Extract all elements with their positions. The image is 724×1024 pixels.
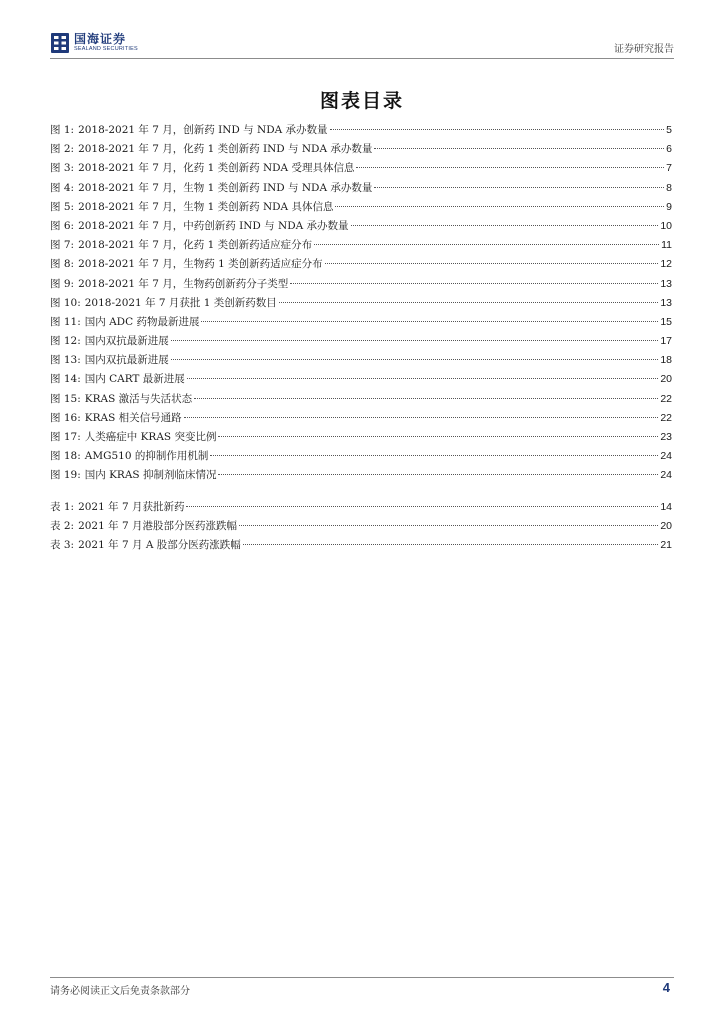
entry-page: 13 (660, 296, 672, 309)
dot-leader (187, 378, 659, 379)
entry-label: 图 2: (50, 143, 75, 156)
footer-divider (50, 977, 674, 978)
table-list (50, 498, 672, 556)
entry-title: KRAS 相关信号通路 (84, 411, 182, 424)
dot-leader (171, 340, 659, 341)
entry-label: 图 10: (50, 296, 81, 309)
entry-label: 图 4: (50, 181, 75, 194)
figure-toc-entry[interactable] (50, 313, 672, 332)
dot-leader (325, 263, 659, 264)
figure-toc-entry[interactable] (50, 370, 672, 389)
entry-page: 18 (660, 354, 672, 367)
disclaimer-text: 请务必阅读正文后免责条款部分 (50, 986, 190, 997)
entry-title: 2021 年 7 月港股部分医药涨跌幅 (78, 520, 237, 533)
entry-title: 2018-2021 年 7 月，生物 1 类创新药 NDA 具体信息 (78, 200, 334, 213)
entry-label: 图 15: (50, 392, 81, 405)
entry-label: 图 8: (50, 258, 75, 271)
entry-label: 图 18: (50, 450, 81, 463)
figure-toc-entry[interactable] (50, 428, 672, 447)
entry-label: 图 17: (50, 431, 81, 443)
logo-chinese-name: 国海证券 (74, 32, 127, 47)
entry-title: 国内 ADC 药物最新进展 (84, 315, 200, 328)
figure-toc-entry[interactable] (50, 198, 672, 217)
figure-list (50, 121, 672, 486)
entry-page: 23 (660, 431, 672, 443)
entry-page: 20 (660, 520, 672, 533)
figure-toc-entry[interactable] (50, 255, 672, 274)
entry-title: 2018-2021 年 7 月，中药创新药 IND 与 NDA 承办数量 (78, 219, 349, 232)
page-header (50, 30, 674, 58)
entry-label: 图 14: (50, 373, 81, 386)
page-title: 图表目录 (319, 90, 404, 112)
entry-page: 12 (660, 258, 672, 271)
dot-leader (194, 398, 658, 399)
entry-page: 24 (660, 450, 672, 463)
entry-label: 表 2: (50, 520, 75, 533)
entry-title: 国内 CART 最新进展 (84, 373, 185, 386)
sealand-logo-icon (50, 32, 70, 54)
entry-title: 国内 KRAS 抑制剂临床情况 (84, 469, 217, 482)
entry-label: 图 16: (50, 411, 81, 424)
dot-leader (186, 506, 658, 507)
entry-page: 24 (660, 469, 672, 482)
figure-toc-entry[interactable] (50, 179, 672, 198)
figure-toc-entry[interactable] (50, 275, 672, 294)
entry-title: 人类癌症中 KRAS 突变比例 (84, 431, 217, 443)
entry-label: 图 5: (50, 200, 75, 213)
figure-toc-entry[interactable] (50, 121, 672, 140)
dot-leader (290, 283, 658, 284)
dot-leader (314, 244, 659, 245)
entry-page: 14 (660, 501, 672, 513)
entry-title: 2018-2021 年 7 月，生物 1 类创新药 IND 与 NDA 承办数量 (78, 181, 373, 194)
entry-label: 图 1: (50, 124, 75, 136)
dot-leader (351, 225, 659, 226)
entry-label: 表 1: (50, 501, 75, 513)
dot-leader (330, 129, 665, 130)
entry-page: 22 (660, 392, 672, 405)
table-toc-entry[interactable] (50, 498, 672, 517)
entry-page: 6 (666, 143, 672, 156)
company-logo (50, 32, 138, 54)
table-toc-entry[interactable] (50, 536, 672, 555)
entry-page: 21 (660, 539, 672, 552)
entry-title: AMG510 的抑制作用机制 (84, 450, 209, 463)
entry-label: 图 3: (50, 162, 75, 175)
entry-title: 2018-2021 年 7 月，生物药创新药分子类型 (78, 277, 289, 290)
report-type-label: 证券研究报告 (614, 44, 674, 55)
header-divider (50, 58, 674, 59)
entry-label: 图 19: (50, 469, 81, 482)
entry-title: 2018-2021 年 7 月获批 1 类创新药数目 (84, 296, 277, 309)
figure-toc-entry[interactable] (50, 159, 672, 178)
entry-title: 国内双抗最新进展 (84, 354, 169, 367)
entry-title: 2018-2021 年 7 月，生物药 1 类创新药适应症分布 (78, 258, 323, 271)
entry-title: 国内双抗最新进展 (84, 335, 169, 348)
table-toc-entry[interactable] (50, 517, 672, 536)
figure-toc-entry[interactable] (50, 447, 672, 466)
entry-page: 15 (660, 315, 672, 328)
dot-leader (335, 206, 664, 207)
entry-label: 图 6: (50, 219, 75, 232)
entry-page: 17 (660, 335, 672, 348)
figure-toc-entry[interactable] (50, 140, 672, 159)
entry-label: 图 9: (50, 277, 75, 290)
page-number: 4 (662, 980, 670, 995)
dot-leader (239, 525, 658, 526)
entry-title: KRAS 激活与失活状态 (84, 392, 193, 405)
dot-leader (218, 474, 658, 475)
figure-toc-entry[interactable] (50, 217, 672, 236)
dot-leader (356, 167, 664, 168)
entry-page: 7 (666, 162, 672, 175)
dot-leader (210, 455, 658, 456)
entry-page: 10 (660, 219, 672, 232)
entry-label: 图 11: (50, 315, 81, 328)
figure-toc-entry[interactable] (50, 466, 672, 485)
figure-toc-entry[interactable] (50, 236, 672, 255)
entry-page: 20 (660, 373, 672, 386)
dot-leader (243, 544, 659, 545)
entry-title: 2018-2021 年 7 月，化药 1 类创新药 NDA 受理具体信息 (78, 162, 355, 175)
logo-english-name: SEALAND SECURITIES (74, 46, 138, 53)
entry-label: 图 13: (50, 354, 81, 367)
figure-toc-entry[interactable] (50, 409, 672, 428)
dot-leader (184, 417, 659, 418)
entry-page: 9 (666, 200, 672, 213)
dot-leader (374, 148, 664, 149)
entry-page: 5 (666, 124, 672, 136)
entry-title: 2018-2021 年 7 月，化药 1 类创新药 IND 与 NDA 承办数量 (78, 143, 373, 156)
figure-toc-entry[interactable] (50, 390, 672, 409)
entry-title: 2021 年 7 月 A 股部分医药涨跌幅 (78, 539, 241, 552)
entry-label: 图 12: (50, 335, 81, 348)
dot-leader (218, 436, 658, 437)
entry-title: 2018-2021 年 7 月，创新药 IND 与 NDA 承办数量 (78, 124, 328, 136)
dot-leader (279, 302, 659, 303)
dot-leader (171, 359, 659, 360)
entry-page: 11 (661, 239, 672, 252)
figure-toc-entry[interactable] (50, 294, 672, 313)
entry-page: 22 (660, 411, 672, 424)
entry-page: 13 (660, 277, 672, 290)
entry-title: 2018-2021 年 7 月，化药 1 类创新药适应症分布 (78, 239, 313, 252)
entry-title: 2021 年 7 月获批新药 (78, 501, 185, 513)
entry-label: 图 7: (50, 239, 75, 252)
figure-toc-entry[interactable] (50, 351, 672, 370)
figure-toc-entry[interactable] (50, 332, 672, 351)
entry-label: 表 3: (50, 539, 75, 552)
dot-leader (201, 321, 658, 322)
dot-leader (374, 187, 664, 188)
entry-page: 8 (666, 181, 672, 194)
